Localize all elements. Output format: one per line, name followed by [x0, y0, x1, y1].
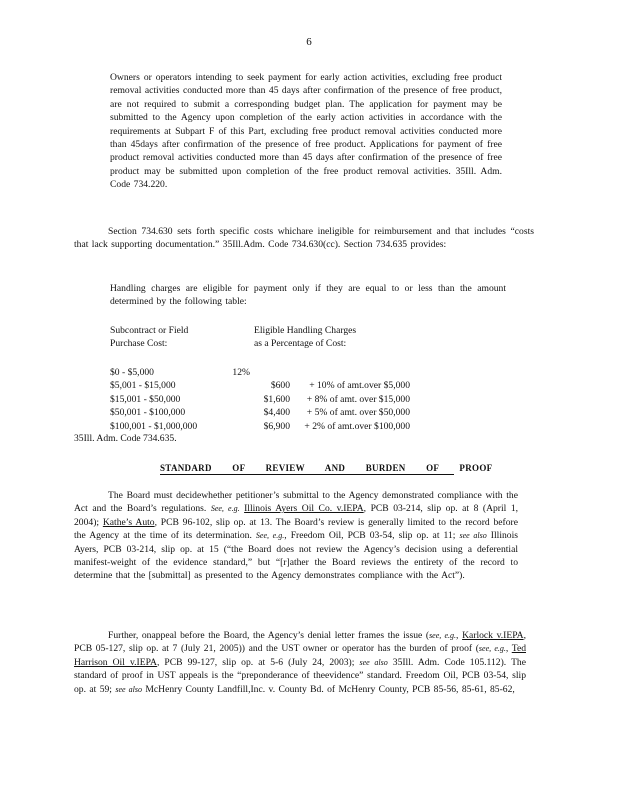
text-run: 35Ill. Adm. Code 105.112). The standard of proof in UST appeals is the “preponderance of theevidence” standard. Freedom Oil, PCB 03-54, slip op. at 59;	[74, 656, 526, 695]
table-cell-plus: + 8% of amt. over $15,000	[306, 393, 410, 405]
table-cell-amount: $4,400	[263, 407, 290, 419]
text-run: , PCB 05-127, slip op. at 7 (July 21, 2005)) and the UST owner or operator has the burden of proof (	[74, 630, 527, 655]
table-cell-plus: + 5% of amt. over $50,000	[306, 407, 410, 419]
header-right-line2: as a Percentage of Cost:	[254, 338, 347, 350]
text-run: McHenry County Landfill,Inc. v. County Bd. of McHenry County, PCB 85-56, 85-61, 85-62,	[145, 683, 515, 695]
paragraph-section-734-630	[74, 225, 534, 252]
citation-734-635: 35Ill. Adm. Code 734.635.	[74, 433, 177, 444]
table-cell-amount: 12%	[232, 367, 250, 378]
header-left-line1: Subcontract or Field	[110, 325, 189, 336]
paragraph-burden-of-proof	[74, 629, 526, 696]
table-row	[110, 366, 430, 379]
text-run: , PCB 99-127, slip op. at 5-6 (July 24, 2003);	[156, 656, 355, 668]
paragraph-text	[74, 489, 518, 583]
table-cell-plus: + 10% of amt.over $5,000	[309, 380, 410, 392]
text-run: Further, onappeal before the Board, the Agency’s denial letter frames the issue (	[108, 630, 430, 641]
block-quote-early-action: Owners or operators intending to seek payment for early action activities, excluding free product removal activities conducted more than 45 days after confirmation of the presence of free product, are not required to submit a corresponding budget plan. The application for payment may be submitted to the Agency upon completion of the early action activities in accordance with the requirements at Subpart F of this Part, excluding free product removal activities conducted more than 45days after confirmation of the presence of free product. Applications for payment of free product removal activities conducted more than 45 days after confirmation of the presence of free product may be submitted upon completion of the free product removal activities. 35Ill. Adm. Code 734.220.	[110, 72, 502, 191]
table-cell-amount: $6,900	[263, 420, 290, 432]
text-run: Illinois Ayers, PCB 03-214, slip op. at 15 (“the Board does not review the Agency’s decision using a deferential manifest-weight of the evidence standard,” but “[r]ather the Board reviews the entirety of the record to determine that the [submittal] as presented to the Agency demonstrates compliance with the Act”).	[74, 530, 518, 582]
signal-see-also: see also	[359, 657, 388, 667]
block-quote-handling-charges: Handling charges are eligible for payment only if they are equal to or less than the amount determined by the following table:	[110, 283, 506, 308]
signal-see-also: see also	[459, 531, 487, 541]
table-cell-plus: + 2% of amt.over $100,000	[304, 420, 410, 432]
text-run: , Freedom Oil, PCB 03-54, slip op. at 11;	[284, 530, 456, 542]
table-cell-amount: $600	[270, 380, 290, 392]
table-cell-range: $15,001 - $50,000	[110, 393, 181, 405]
section-heading: STANDARD OF REVIEW AND BURDEN OF PROOF	[160, 463, 493, 473]
signal-see-eg: see, e.g.	[478, 644, 506, 654]
signal-see-eg: see, e.g.	[429, 631, 457, 640]
signal-see-eg: See, e.g.	[255, 531, 285, 541]
signal-see-also: see also	[115, 684, 142, 694]
paragraph-text: Section 734.630 sets forth specific costs whichare ineligible for reimbursement and that includes “costs that lack supporting documentation.” 35Ill.Adm. Code 734.630(cc). Section 734.635 provides:	[74, 226, 534, 251]
table-row	[110, 393, 430, 406]
table-row	[110, 420, 430, 433]
text-run: The Board must decidewhether petitioner’s submittal to the Agency demonstrated compliance with the Act and the Board’s regulations.	[74, 490, 518, 515]
text-run: , PCB 03-214, slip op. at 8 (April 1, 2004);	[74, 503, 519, 528]
table-cell-amount: $1,600	[263, 393, 290, 405]
text-run: ,	[456, 630, 459, 641]
table-cell-range: $0 - $5,000	[110, 367, 154, 378]
signal-see-eg: See, e.g.	[210, 504, 240, 514]
header-left	[110, 324, 250, 351]
case-name: Illinois Ayers Oil Co. v.IEPA	[244, 503, 364, 515]
case-name: Ted Harrison Oil v.IEPA	[74, 643, 526, 668]
text-run: , PCB 96-102, slip op. at 13. The Board’s review is generally limited to the record before the Agency at the time of its determination.	[74, 516, 518, 542]
handling-charges-table	[110, 366, 430, 433]
case-name: Kathe’s Auto	[102, 516, 155, 528]
text-run: ,	[505, 643, 509, 655]
table-cell-range: $50,001 - $100,000	[110, 407, 186, 419]
paragraph-standard-of-review	[74, 489, 518, 583]
table-row	[110, 379, 430, 392]
header-left-line2: Purchase Cost:	[110, 338, 168, 350]
paragraph-text	[74, 629, 526, 696]
header-right	[254, 324, 454, 351]
header-right-line1: Eligible Handling Charges	[254, 325, 357, 336]
case-name: Karlock v.IEPA	[462, 630, 524, 641]
page-number: 6	[306, 36, 312, 48]
table-cell-range: $100,001 - $1,000,000	[110, 420, 198, 432]
table-row	[110, 406, 430, 419]
table-cell-range: $5,001 - $15,000	[110, 380, 176, 392]
